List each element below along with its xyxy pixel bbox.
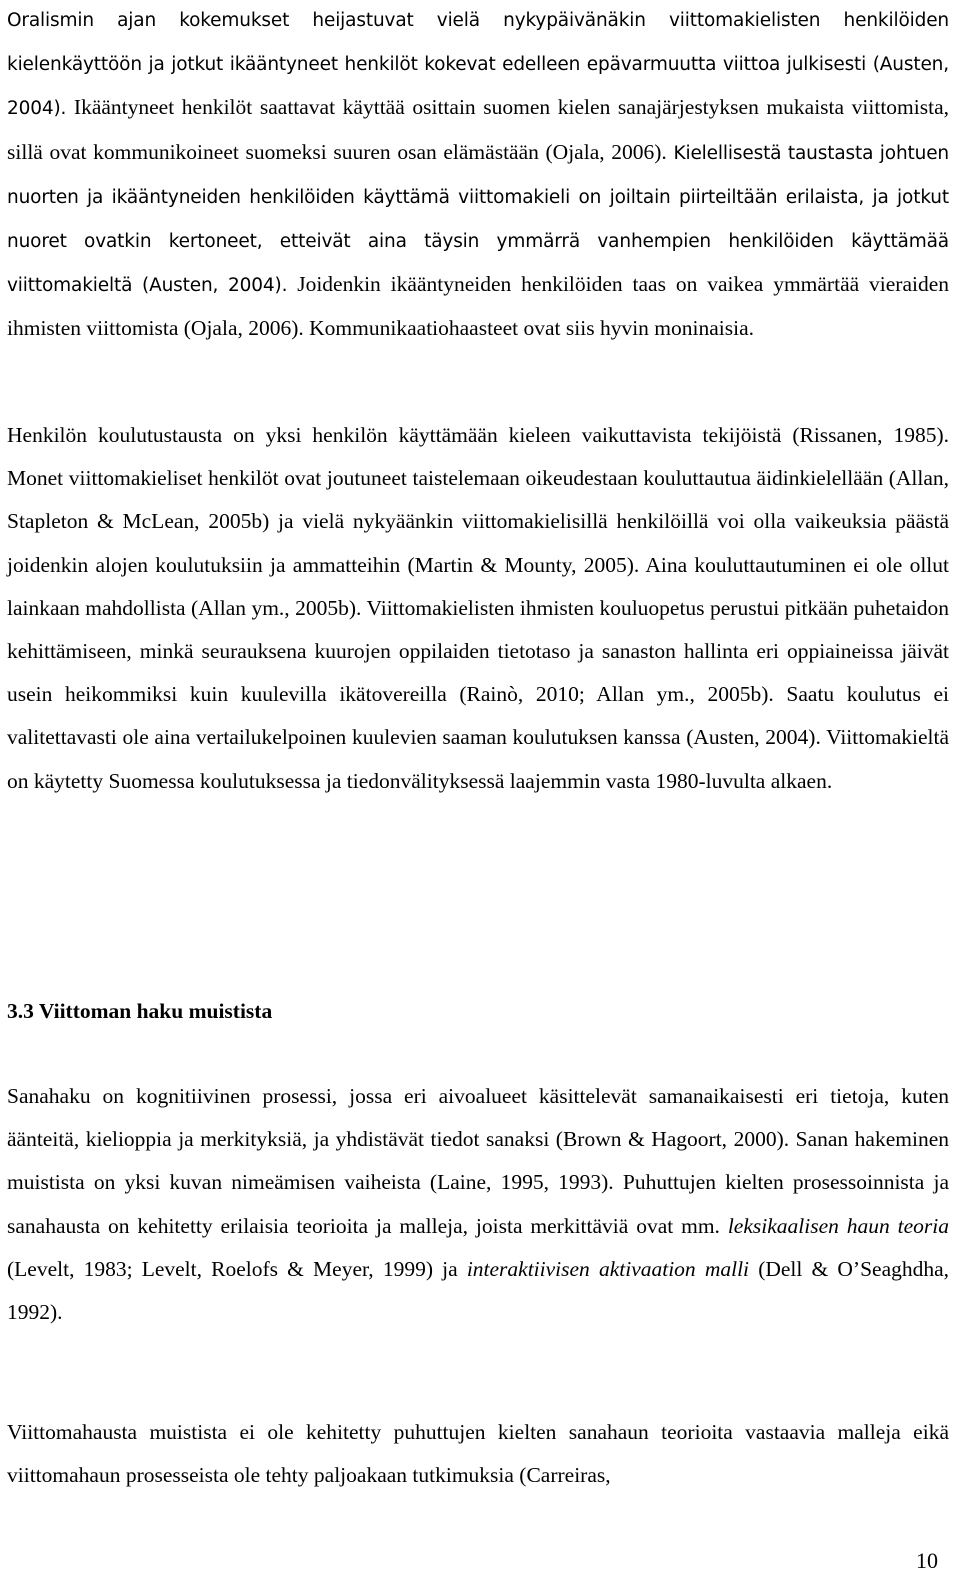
paragraph-oralism-sentence-5: Kommunikaatiohaasteet ovat siis hyvin moninaisia. xyxy=(309,316,755,341)
lexical-retrieval-theory-term: leksikaalisen haun teoria xyxy=(727,1213,950,1238)
paragraph-word-retrieval-text-3: (Dell & O’Seaghdha, 1992). xyxy=(7,1256,950,1325)
paragraph-word-retrieval-text-2: (Levelt, 1983; Levelt, Roelofs & Meyer, 1999) ja xyxy=(7,1256,458,1281)
paragraph-word-retrieval-text-1: Sanahaku on kognitiivinen prosessi, jossa eri aivoalueet käsittelevät samanaikaisesti eri tietoja, kuten äänteitä, kielioppia ja merkityksiä, ja yhdistävät tiedot sanaksi (Brown & Hagoort, 2000). Sanan hakeminen muistista on yksi kuvan nimeämisen vaiheista (Laine, 1995, 1993). Puhuttujen kielten prosessoinnista ja sanahausta on kehitetty erilaisia teorioita ja malleja, joista merkittäviä ovat mm. xyxy=(7,1084,949,1238)
paragraph-oralism-sentence-2: Ikääntyneet henkilöt saattavat käyttää osittain suomen kielen sanajärjestyksen mukaista viittomista, sillä ovat kommunikoineet suomeksi suuren osan elämästään (Ojala, 2006). xyxy=(7,95,950,164)
paragraph-sign-retrieval: Viittomahausta muistista ei ole kehitetty puhuttujen kielten sanahaun teorioita vastaavia malleja eikä viittomahaun prosesseista ole tehty paljoakaan tutkimuksia (Carreiras, xyxy=(7,1420,949,1488)
paragraph-education: Henkilön koulutustausta on yksi henkilön käyttämään kieleen vaikuttavista tekijöistä (Rissanen, 1985). Monet viittomakieliset henkilöt ovat joutuneet taistelemaan oikeudestaan kouluttautua äidinkielellään (Allan, Stapleton & McLean, 2005b) ja vielä nykyäänkin viittomakielisillä henkilöillä voi olla vaikeuksia päästä joidenkin alojen koulutuksiin ja ammatteihin (Martin & Mounty, 2005). Aina kouluttautuminen ei ole ollut lainkaan mahdollista (Allan ym., 2005b). Viittomakielisten ihmisten kouluopetus perustui pitkään puhetaidon kehittämiseen, minkä seurauksena kuurojen oppilaiden tietotaso ja sanaston hallinta eri oppiaineissa jäivät usein heikommiksi kuin kuulevilla ikätovereilla (Rainò, 2010; Allan ym., 2005b). Saatu koulutus ei valitettavasti ole aina vertailukelpoinen kuulevien saaman koulutuksen kanssa (Austen, 2004). Viittomakieltä on käytetty Suomessa koulutuksessa ja tiedonvälityksessä laajemmin vasta 1980-luvulta alkaen. xyxy=(7,423,949,793)
paragraph-oralism-sentence-1: Oralismin ajan kokemukset heijastuvat vielä nykypäivänäkin viittomakielisten henkilöiden kielenkäyttöön ja jotkut ikääntyneet henkilöt kokevat edelleen epävarmuutta viittoa julkisesti (Austen, 2004). xyxy=(7,10,949,120)
page-number: 10 xyxy=(916,1548,938,1573)
paragraph-oralism xyxy=(7,0,949,351)
section-heading: 3.3 Viittoman haku muistista xyxy=(7,999,273,1023)
interactive-activation-model-term: interaktiivisen aktivaation malli xyxy=(466,1256,750,1281)
paragraph-oralism-sentence-3: Kielellisestä taustasta johtuen nuorten ja ikääntyneiden henkilöiden käyttämä viittomakieli on joiltain piirteiltään erilaista, ja jotkut nuoret ovatkin kertoneet, etteivät aina täysin ymmärrä vanhempien henkilöiden käyttämää viittomakieltä (Austen, 2004). xyxy=(7,142,950,297)
paragraph-oralism-sentence-4: Joidenkin ikääntyneiden henkilöiden taas on vaikea ymmärtää vieraiden ihmisten viittomista (Ojala, 2006). xyxy=(7,272,950,341)
paragraph-word-retrieval xyxy=(7,1075,949,1334)
